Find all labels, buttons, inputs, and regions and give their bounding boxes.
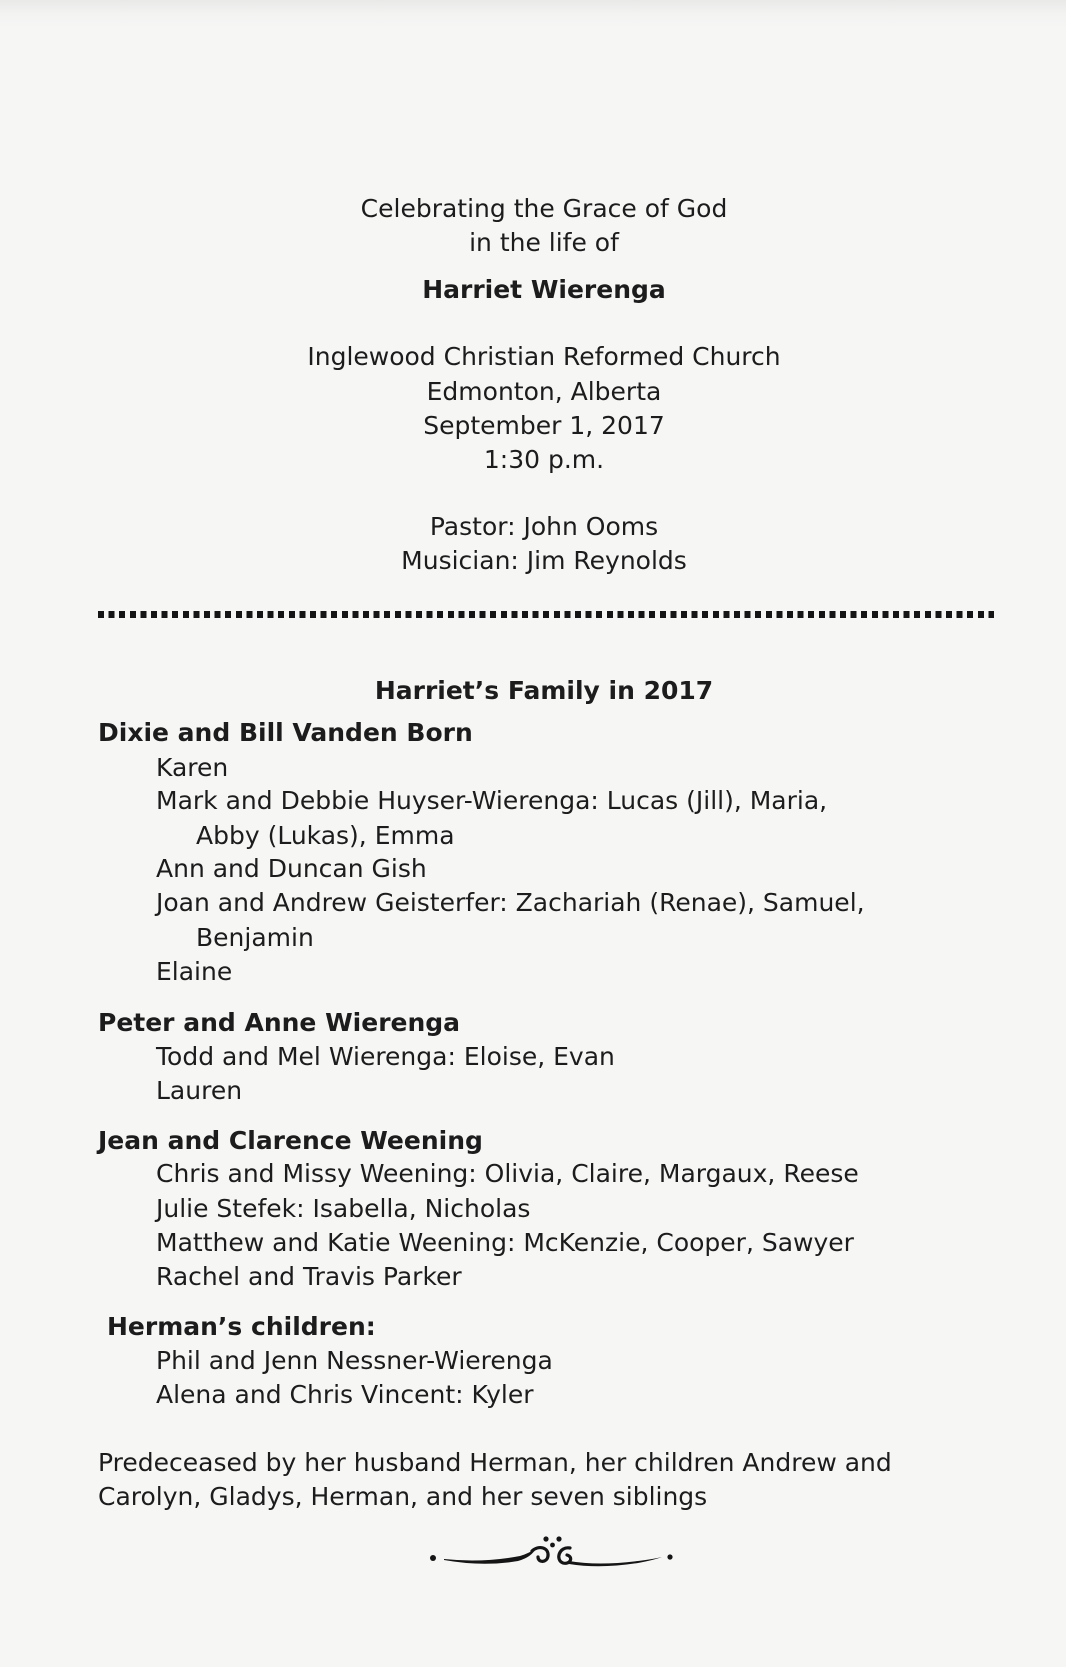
family-member: Chris and Missy Weening: Olivia, Claire, Margaux, Reese bbox=[156, 1159, 859, 1188]
pastor: Pastor: John Ooms bbox=[429, 512, 659, 541]
family-member: Julie Stefek: Isabella, Nicholas bbox=[156, 1194, 531, 1223]
family-group-heading: Peter and Anne Wierenga bbox=[98, 1008, 461, 1037]
service-date: September 1, 2017 bbox=[423, 411, 665, 440]
venue: Inglewood Christian Reformed Church bbox=[307, 342, 781, 371]
predeceased-note-line: Predeceased by her husband Herman, her children Andrew and bbox=[98, 1448, 892, 1477]
family-member: Alena and Chris Vincent: Kyler bbox=[156, 1380, 534, 1409]
city: Edmonton, Alberta bbox=[426, 377, 662, 406]
honoree-name: Harriet Wierenga bbox=[422, 275, 666, 304]
family-member: Joan and Andrew Geisterfer: Zachariah (Renae), Samuel, bbox=[156, 888, 865, 917]
family-member-continued: Abby (Lukas), Emma bbox=[196, 821, 455, 850]
family-member: Matthew and Katie Weening: McKenzie, Cooper, Sawyer bbox=[156, 1228, 854, 1257]
intro-line-2: in the life of bbox=[469, 228, 619, 257]
family-member: Lauren bbox=[156, 1076, 243, 1105]
family-section-title: Harriet’s Family in 2017 bbox=[374, 676, 714, 705]
predeceased-note-line: Carolyn, Gladys, Herman, and her seven siblings bbox=[98, 1482, 708, 1511]
service-time: 1:30 p.m. bbox=[483, 445, 605, 474]
musician: Musician: Jim Reynolds bbox=[401, 546, 687, 575]
intro-line-1: Celebrating the Grace of God bbox=[360, 194, 728, 223]
family-group-heading: Herman’s children: bbox=[107, 1312, 376, 1341]
family-member-continued: Benjamin bbox=[196, 923, 314, 952]
family-member: Rachel and Travis Parker bbox=[156, 1262, 462, 1291]
family-member: Mark and Debbie Huyser-Wierenga: Lucas (Jill), Maria, bbox=[156, 786, 828, 815]
dotted-divider bbox=[98, 611, 994, 618]
family-member: Phil and Jenn Nessner-Wierenga bbox=[156, 1346, 553, 1375]
family-member: Karen bbox=[156, 753, 229, 782]
family-member: Elaine bbox=[156, 957, 233, 986]
family-member: Ann and Duncan Gish bbox=[156, 854, 427, 883]
flourish-ornament-icon bbox=[428, 1533, 678, 1573]
family-member: Todd and Mel Wierenga: Eloise, Evan bbox=[156, 1042, 615, 1071]
family-group-heading: Dixie and Bill Vanden Born bbox=[98, 718, 473, 747]
family-group-heading: Jean and Clarence Weening bbox=[98, 1126, 483, 1155]
